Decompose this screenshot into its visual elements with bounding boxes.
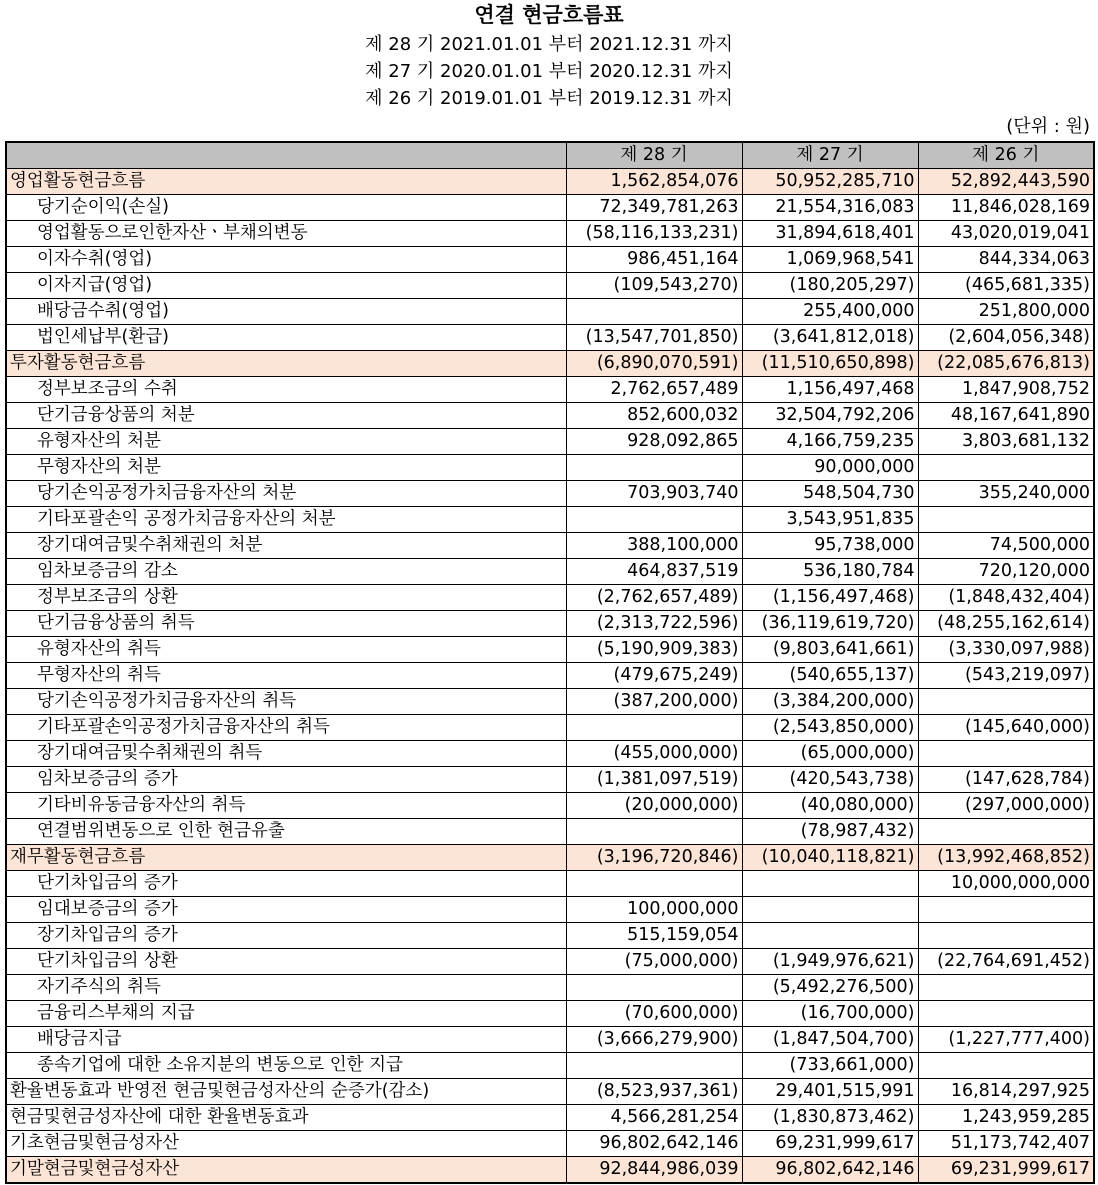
row-label: 단기차입금의 상환 — [6, 949, 566, 975]
value-cell: 251,800,000 — [918, 299, 1094, 325]
value-cell: 4,166,759,235 — [742, 429, 918, 455]
value-cell: (540,655,137) — [742, 663, 918, 689]
value-cell: 1,243,959,285 — [918, 1105, 1094, 1131]
table-row — [6, 949, 1094, 975]
row-label: 환율변동효과 반영전 현금및현금성자산의 순증가(감소) — [6, 1079, 566, 1105]
value-cell: (3,330,097,988) — [918, 637, 1094, 663]
value-cell: (5,492,276,500) — [742, 975, 918, 1001]
value-cell: (3,641,812,018) — [742, 325, 918, 351]
value-cell: 10,000,000,000 — [918, 871, 1094, 897]
value-cell: 986,451,164 — [566, 247, 742, 273]
value-cell: (465,681,335) — [918, 273, 1094, 299]
value-cell: 32,504,792,206 — [742, 403, 918, 429]
value-cell: 1,562,854,076 — [566, 169, 742, 195]
value-cell: (109,543,270) — [566, 273, 742, 299]
row-label: 장기차입금의 증가 — [6, 923, 566, 949]
row-label: 임차보증금의 감소 — [6, 559, 566, 585]
value-cell: (8,523,937,361) — [566, 1079, 742, 1105]
header-period-26: 제 26 기 — [918, 142, 1094, 169]
row-label: 금융리스부채의 지급 — [6, 1001, 566, 1027]
value-cell: 844,334,063 — [918, 247, 1094, 273]
table-row — [6, 481, 1094, 507]
row-label: 법인세납부(환급) — [6, 325, 566, 351]
row-label: 장기대여금및수취채권의 처분 — [6, 533, 566, 559]
value-cell: 69,231,999,617 — [742, 1131, 918, 1157]
value-cell: (1,848,432,404) — [918, 585, 1094, 611]
value-cell: (48,255,162,614) — [918, 611, 1094, 637]
row-label: 투자활동현금흐름 — [6, 351, 566, 377]
row-label: 무형자산의 처분 — [6, 455, 566, 481]
value-cell: (65,000,000) — [742, 741, 918, 767]
value-cell: (2,604,056,348) — [918, 325, 1094, 351]
value-cell — [566, 507, 742, 533]
table-row — [6, 299, 1094, 325]
value-cell: (180,205,297) — [742, 273, 918, 299]
value-cell: (297,000,000) — [918, 793, 1094, 819]
table-row — [6, 195, 1094, 221]
row-label: 영업활동으로인한자산ㆍ부채의변동 — [6, 221, 566, 247]
table-row — [6, 897, 1094, 923]
row-label: 유형자산의 취득 — [6, 637, 566, 663]
value-cell: 72,349,781,263 — [566, 195, 742, 221]
table-row — [6, 559, 1094, 585]
value-cell — [742, 897, 918, 923]
value-cell: (6,890,070,591) — [566, 351, 742, 377]
row-label: 배당금지급 — [6, 1027, 566, 1053]
row-label: 종속기업에 대한 소유지분의 변동으로 인한 지급 — [6, 1053, 566, 1079]
value-cell: (36,119,619,720) — [742, 611, 918, 637]
value-cell: (10,040,118,821) — [742, 845, 918, 871]
value-cell: (1,830,873,462) — [742, 1105, 918, 1131]
value-cell: 4,566,281,254 — [566, 1105, 742, 1131]
table-row — [6, 247, 1094, 273]
section-row — [6, 845, 1094, 871]
row-label: 기타비유동금융자산의 취득 — [6, 793, 566, 819]
value-cell: 1,156,497,468 — [742, 377, 918, 403]
table-row — [6, 611, 1094, 637]
value-cell: (5,190,909,383) — [566, 637, 742, 663]
value-cell: (1,227,777,400) — [918, 1027, 1094, 1053]
table-row — [6, 819, 1094, 845]
value-cell: (1,381,097,519) — [566, 767, 742, 793]
value-cell: (13,547,701,850) — [566, 325, 742, 351]
table-row — [6, 507, 1094, 533]
row-label: 당기손익공정가치금융자산의 처분 — [6, 481, 566, 507]
header-period-27: 제 27 기 — [742, 142, 918, 169]
table-row — [6, 1131, 1094, 1157]
value-cell: 536,180,784 — [742, 559, 918, 585]
value-cell — [566, 871, 742, 897]
value-cell: 928,092,865 — [566, 429, 742, 455]
value-cell — [566, 975, 742, 1001]
section-row — [6, 1157, 1094, 1184]
value-cell: 720,120,000 — [918, 559, 1094, 585]
table-row — [6, 975, 1094, 1001]
table-row — [6, 429, 1094, 455]
table-row — [6, 767, 1094, 793]
value-cell: (2,313,722,596) — [566, 611, 742, 637]
value-cell: 11,846,028,169 — [918, 195, 1094, 221]
table-row — [6, 455, 1094, 481]
table-row — [6, 273, 1094, 299]
value-cell: (543,219,097) — [918, 663, 1094, 689]
value-cell: 388,100,000 — [566, 533, 742, 559]
value-cell: 1,847,908,752 — [918, 377, 1094, 403]
section-row — [6, 351, 1094, 377]
table-row — [6, 715, 1094, 741]
value-cell: (9,803,641,661) — [742, 637, 918, 663]
value-cell: 21,554,316,083 — [742, 195, 918, 221]
header-label — [6, 142, 566, 169]
row-label: 기타포괄손익공정가치금융자산의 취득 — [6, 715, 566, 741]
row-label: 당기손익공정가치금융자산의 취득 — [6, 689, 566, 715]
value-cell — [918, 689, 1094, 715]
row-label: 연결범위변동으로 인한 현금유출 — [6, 819, 566, 845]
value-cell: (2,762,657,489) — [566, 585, 742, 611]
value-cell: (420,543,738) — [742, 767, 918, 793]
row-label: 이자수취(영업) — [6, 247, 566, 273]
value-cell: 51,173,742,407 — [918, 1131, 1094, 1157]
cash-flow-table — [5, 141, 1095, 1184]
table-row — [6, 325, 1094, 351]
value-cell: (1,156,497,468) — [742, 585, 918, 611]
value-cell: 95,738,000 — [742, 533, 918, 559]
value-cell: 96,802,642,146 — [566, 1131, 742, 1157]
row-label: 단기금융상품의 처분 — [6, 403, 566, 429]
row-label: 기타포괄손익 공정가치금융자산의 처분 — [6, 507, 566, 533]
value-cell: 52,892,443,590 — [918, 169, 1094, 195]
table-row — [6, 689, 1094, 715]
table-row — [6, 221, 1094, 247]
value-cell: 548,504,730 — [742, 481, 918, 507]
value-cell: (1,949,976,621) — [742, 949, 918, 975]
value-cell — [918, 741, 1094, 767]
period-line: 제 27 기 2020.01.01 부터 2020.12.31 까지 — [365, 61, 733, 82]
row-label: 임차보증금의 증가 — [6, 767, 566, 793]
value-cell — [918, 897, 1094, 923]
value-cell: 96,802,642,146 — [742, 1157, 918, 1184]
value-cell — [918, 975, 1094, 1001]
value-cell: 16,814,297,925 — [918, 1079, 1094, 1105]
value-cell: 355,240,000 — [918, 481, 1094, 507]
value-cell — [566, 1053, 742, 1079]
value-cell: (479,675,249) — [566, 663, 742, 689]
value-cell: 74,500,000 — [918, 533, 1094, 559]
value-cell — [918, 923, 1094, 949]
table-row — [6, 403, 1094, 429]
row-label: 배당금수취(영업) — [6, 299, 566, 325]
table-row — [6, 377, 1094, 403]
period-line: 제 28 기 2021.01.01 부터 2021.12.31 까지 — [365, 34, 733, 55]
value-cell: (1,847,504,700) — [742, 1027, 918, 1053]
table-row — [6, 637, 1094, 663]
value-cell — [918, 455, 1094, 481]
table-row — [6, 1001, 1094, 1027]
row-label: 현금및현금성자산에 대한 환율변동효과 — [6, 1105, 566, 1131]
value-cell: (70,600,000) — [566, 1001, 742, 1027]
value-cell: 69,231,999,617 — [918, 1157, 1094, 1184]
value-cell: (455,000,000) — [566, 741, 742, 767]
table-row — [6, 741, 1094, 767]
table-row — [6, 923, 1094, 949]
row-label: 무형자산의 취득 — [6, 663, 566, 689]
row-label: 단기차입금의 증가 — [6, 871, 566, 897]
value-cell: (75,000,000) — [566, 949, 742, 975]
value-cell: (78,987,432) — [742, 819, 918, 845]
value-cell: (3,196,720,846) — [566, 845, 742, 871]
value-cell — [918, 819, 1094, 845]
value-cell — [742, 871, 918, 897]
value-cell: (145,640,000) — [918, 715, 1094, 741]
value-cell — [566, 455, 742, 481]
value-cell: (387,200,000) — [566, 689, 742, 715]
table-row — [6, 1105, 1094, 1131]
row-label: 정부보조금의 상환 — [6, 585, 566, 611]
value-cell: 3,543,951,835 — [742, 507, 918, 533]
value-cell — [566, 819, 742, 845]
value-cell: 515,159,054 — [566, 923, 742, 949]
value-cell: 3,803,681,132 — [918, 429, 1094, 455]
row-label: 영업활동현금흐름 — [6, 169, 566, 195]
value-cell — [566, 299, 742, 325]
table-row — [6, 533, 1094, 559]
row-label: 재무활동현금흐름 — [6, 845, 566, 871]
value-cell: (3,384,200,000) — [742, 689, 918, 715]
table-row — [6, 871, 1094, 897]
header-row — [6, 142, 1094, 169]
value-cell — [742, 923, 918, 949]
value-cell: 1,069,968,541 — [742, 247, 918, 273]
unit-label: (단위 : 원) — [1006, 116, 1090, 137]
table-row — [6, 585, 1094, 611]
value-cell: 43,020,019,041 — [918, 221, 1094, 247]
table-row — [6, 1053, 1094, 1079]
value-cell: (13,992,468,852) — [918, 845, 1094, 871]
table-row — [6, 663, 1094, 689]
value-cell: (733,661,000) — [742, 1053, 918, 1079]
row-label: 기말현금및현금성자산 — [6, 1157, 566, 1184]
value-cell: 31,894,618,401 — [742, 221, 918, 247]
value-cell: 2,762,657,489 — [566, 377, 742, 403]
page-title: 연결 현금흐름표 — [474, 3, 624, 27]
table-row — [6, 793, 1094, 819]
row-label: 임대보증금의 증가 — [6, 897, 566, 923]
value-cell: (58,116,133,231) — [566, 221, 742, 247]
value-cell: 703,903,740 — [566, 481, 742, 507]
value-cell: (22,085,676,813) — [918, 351, 1094, 377]
value-cell: 50,952,285,710 — [742, 169, 918, 195]
value-cell: (3,666,279,900) — [566, 1027, 742, 1053]
value-cell: 48,167,641,890 — [918, 403, 1094, 429]
value-cell: (11,510,650,898) — [742, 351, 918, 377]
value-cell: (40,080,000) — [742, 793, 918, 819]
row-label: 당기순이익(손실) — [6, 195, 566, 221]
period-line: 제 26 기 2019.01.01 부터 2019.12.31 까지 — [365, 88, 733, 109]
value-cell: 255,400,000 — [742, 299, 918, 325]
row-label: 단기금융상품의 취득 — [6, 611, 566, 637]
row-label: 유형자산의 처분 — [6, 429, 566, 455]
value-cell: 29,401,515,991 — [742, 1079, 918, 1105]
row-label: 장기대여금및수취채권의 취득 — [6, 741, 566, 767]
value-cell — [918, 1053, 1094, 1079]
value-cell — [918, 507, 1094, 533]
section-row — [6, 169, 1094, 195]
row-label: 이자지급(영업) — [6, 273, 566, 299]
value-cell — [918, 1001, 1094, 1027]
value-cell: 852,600,032 — [566, 403, 742, 429]
value-cell: 100,000,000 — [566, 897, 742, 923]
value-cell: 464,837,519 — [566, 559, 742, 585]
value-cell — [566, 715, 742, 741]
value-cell: (22,764,691,452) — [918, 949, 1094, 975]
row-label: 자기주식의 취득 — [6, 975, 566, 1001]
value-cell: (16,700,000) — [742, 1001, 918, 1027]
value-cell: 90,000,000 — [742, 455, 918, 481]
row-label: 기초현금및현금성자산 — [6, 1131, 566, 1157]
value-cell: (2,543,850,000) — [742, 715, 918, 741]
value-cell: 92,844,986,039 — [566, 1157, 742, 1184]
row-label: 정부보조금의 수취 — [6, 377, 566, 403]
value-cell: (20,000,000) — [566, 793, 742, 819]
table-row — [6, 1079, 1094, 1105]
table-row — [6, 1027, 1094, 1053]
header-period-28: 제 28 기 — [566, 142, 742, 169]
value-cell: (147,628,784) — [918, 767, 1094, 793]
